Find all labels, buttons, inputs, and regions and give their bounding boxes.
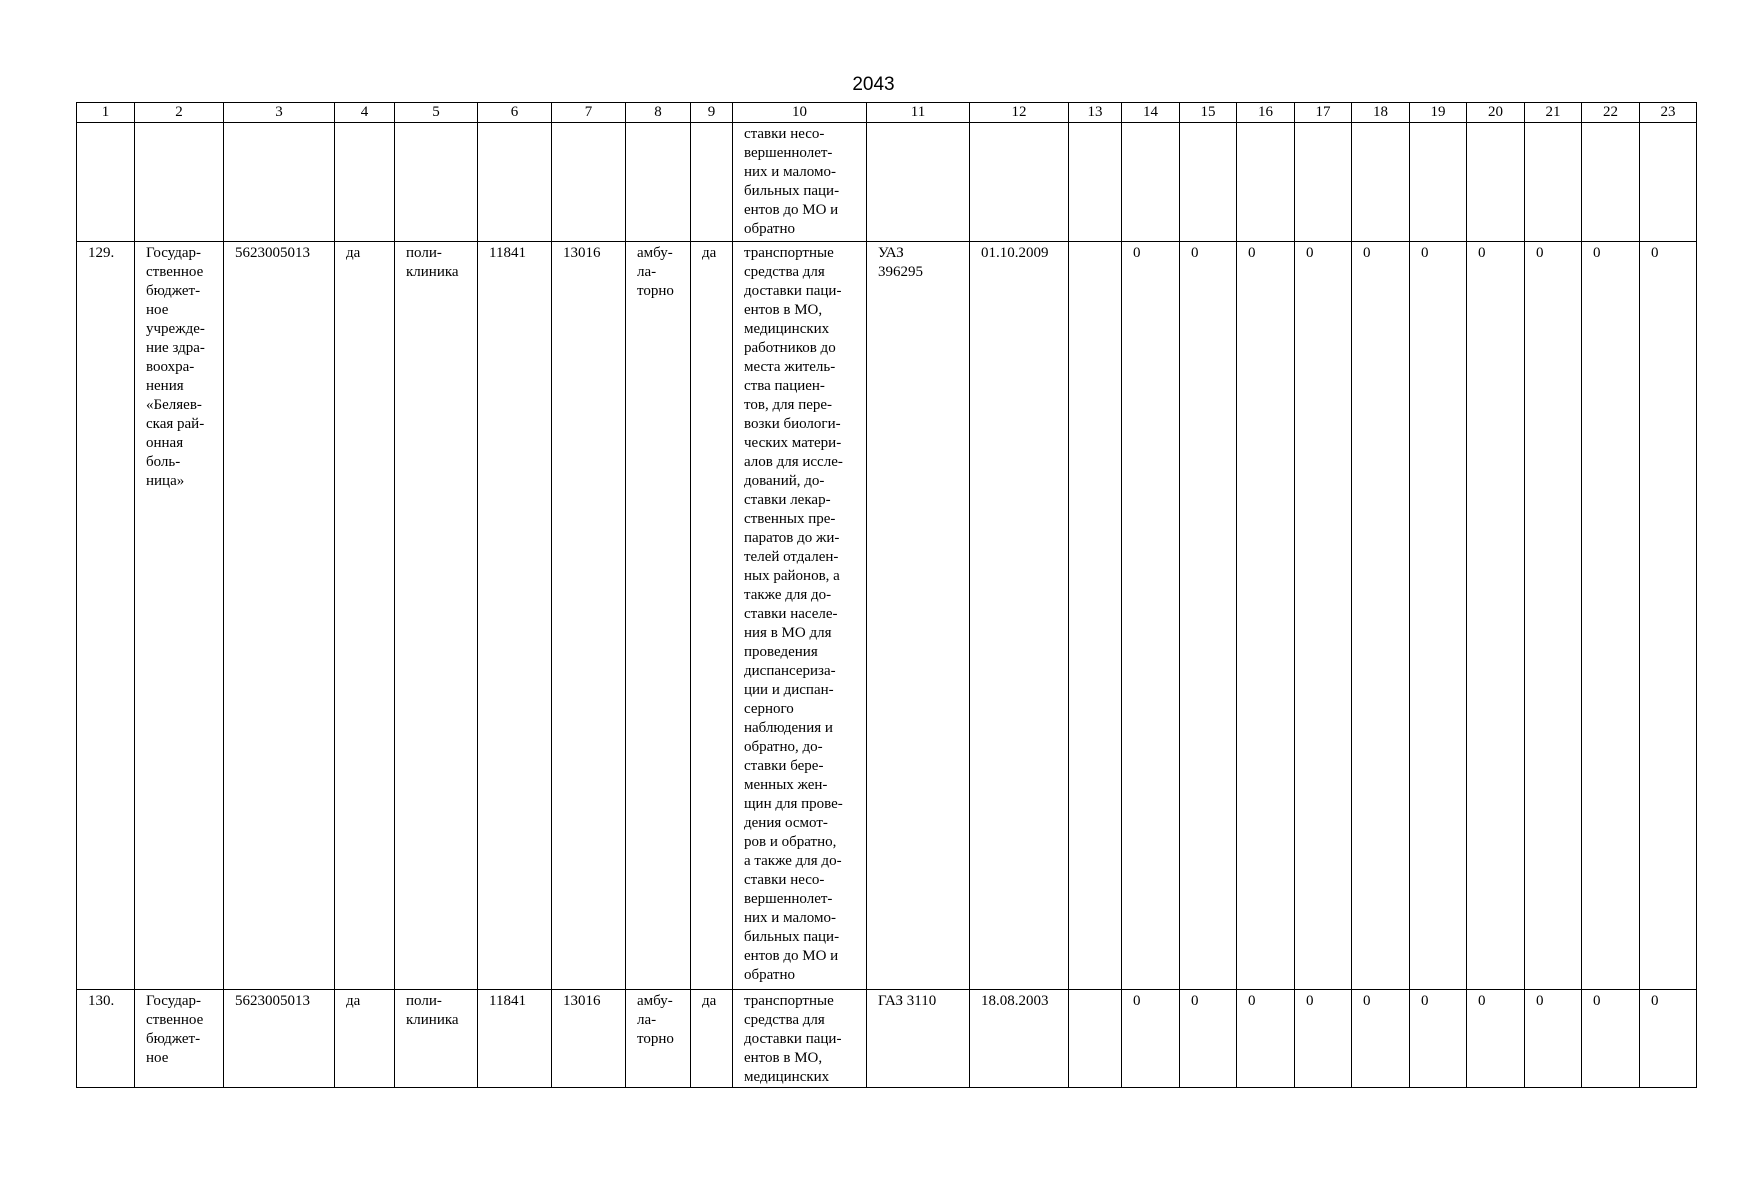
inn-cell: 5623005013	[224, 990, 335, 1088]
column-number-header: 16	[1237, 103, 1295, 123]
table-cell	[1069, 990, 1122, 1088]
table-cell	[552, 123, 626, 242]
column-number-header: 14	[1122, 103, 1180, 123]
transport-purpose-cell: транспортные средства для доставки паци- ентов в МО, медицинских	[733, 990, 867, 1088]
column-number-header-row	[77, 103, 1697, 123]
column-number-header: 8	[626, 103, 691, 123]
inn-cell: 5623005013	[224, 242, 335, 990]
column-number-header: 17	[1295, 103, 1352, 123]
vehicle-model-cell: УАЗ 396295	[867, 242, 970, 990]
row-number-cell: 130.	[77, 990, 135, 1088]
table-cell	[1525, 123, 1582, 242]
care-conditions-cell: амбу- ла- торно	[626, 990, 691, 1088]
value-cell: 0	[1525, 242, 1582, 990]
column-number-header: 9	[691, 103, 733, 123]
column-number-header: 6	[478, 103, 552, 123]
table-cell: 13016	[552, 990, 626, 1088]
table-cell	[867, 123, 970, 242]
table-cell: да	[335, 242, 395, 990]
column-number-header: 15	[1180, 103, 1237, 123]
table-cell: 11841	[478, 990, 552, 1088]
vehicle-model-cell: ГАЗ 3110	[867, 990, 970, 1088]
value-cell: 0	[1295, 242, 1352, 990]
organization-name-cell: Государ- ственное бюджет- ное	[135, 990, 224, 1088]
organization-name-cell: Государ- ственное бюджет- ное учрежде- ние здра- воохра- нения «Беляев- ская рай- онная боль- ница»	[135, 242, 224, 990]
value-cell: 0	[1525, 990, 1582, 1088]
table-cell: да	[335, 990, 395, 1088]
column-number-header: 21	[1525, 103, 1582, 123]
column-number-header: 22	[1582, 103, 1640, 123]
table-cell	[1069, 123, 1122, 242]
table-cell	[970, 123, 1069, 242]
column-number-header: 5	[395, 103, 478, 123]
value-cell: 0	[1640, 990, 1697, 1088]
table-cell	[1410, 123, 1467, 242]
value-cell: 0	[1122, 242, 1180, 990]
column-number-header: 2	[135, 103, 224, 123]
transport-purpose-cell: транспортные средства для доставки паци- ентов в МО, медицинских работников до места житель- ства пациен- тов, для пере- возки биологи- ческих матери- алов для иссле- дований, до- ставки лекар- ственных пре- паратов до жи- телей отдален- ных районов, а также для до- ставки населе- ния в МО для проведения диспансериза- ции и диспан- серного наблюдения и обратно, до- ставки бере- менных жен- щин для прове- дения осмот- ров и обратно, а также для до- ставки несо- вершеннолет- них и маломо- бильных паци- ентов до МО и обратно	[733, 242, 867, 990]
table-cell	[395, 123, 478, 242]
table-row	[77, 990, 1697, 1088]
value-cell: 0	[1640, 242, 1697, 990]
value-cell: 0	[1180, 990, 1237, 1088]
table-cell	[335, 123, 395, 242]
table-cell	[135, 123, 224, 242]
column-number-header: 1	[77, 103, 135, 123]
table-cell	[478, 123, 552, 242]
table-cell: да	[691, 242, 733, 990]
value-cell: 0	[1467, 242, 1525, 990]
table-cell	[691, 123, 733, 242]
continuation-row	[77, 123, 1697, 242]
column-number-header: 19	[1410, 103, 1467, 123]
table-cell: да	[691, 990, 733, 1088]
column-number-header: 18	[1352, 103, 1410, 123]
table-cell	[1122, 123, 1180, 242]
table-cell: 11841	[478, 242, 552, 990]
column-number-header: 13	[1069, 103, 1122, 123]
table-row	[77, 242, 1697, 990]
table-cell	[1295, 123, 1352, 242]
column-number-header: 11	[867, 103, 970, 123]
date-cell: 01.10.2009	[970, 242, 1069, 990]
care-conditions-cell: амбу- ла- торно	[626, 242, 691, 990]
column-number-header: 3	[224, 103, 335, 123]
registry-table	[76, 102, 1697, 1088]
table-cell	[1237, 123, 1295, 242]
value-cell: 0	[1582, 242, 1640, 990]
value-cell: 0	[1582, 990, 1640, 1088]
table-cell	[1467, 123, 1525, 242]
column-number-header: 4	[335, 103, 395, 123]
column-number-header: 23	[1640, 103, 1697, 123]
table-cell	[626, 123, 691, 242]
table-cell	[1640, 123, 1697, 242]
value-cell: 0	[1352, 990, 1410, 1088]
value-cell: 0	[1295, 990, 1352, 1088]
value-cell: 0	[1180, 242, 1237, 990]
table-cell	[1352, 123, 1410, 242]
value-cell: 0	[1122, 990, 1180, 1088]
date-cell: 18.08.2003	[970, 990, 1069, 1088]
table-cell	[1069, 242, 1122, 990]
column-number-header: 12	[970, 103, 1069, 123]
column-number-header: 20	[1467, 103, 1525, 123]
row-number-cell: 129.	[77, 242, 135, 990]
table-cell	[1582, 123, 1640, 242]
transport-purpose-cell: ставки несо- вершеннолет- них и маломо- бильных паци- ентов до МО и обратно	[733, 123, 867, 242]
value-cell: 0	[1352, 242, 1410, 990]
table-cell	[1180, 123, 1237, 242]
value-cell: 0	[1410, 990, 1467, 1088]
table-cell	[77, 123, 135, 242]
unit-type-cell: поли- клиника	[395, 990, 478, 1088]
value-cell: 0	[1237, 990, 1295, 1088]
unit-type-cell: поли- клиника	[395, 242, 478, 990]
table-cell: 13016	[552, 242, 626, 990]
column-number-header: 10	[733, 103, 867, 123]
table-cell	[224, 123, 335, 242]
value-cell: 0	[1410, 242, 1467, 990]
value-cell: 0	[1237, 242, 1295, 990]
value-cell: 0	[1467, 990, 1525, 1088]
page-number: 2043	[852, 74, 895, 95]
column-number-header: 7	[552, 103, 626, 123]
